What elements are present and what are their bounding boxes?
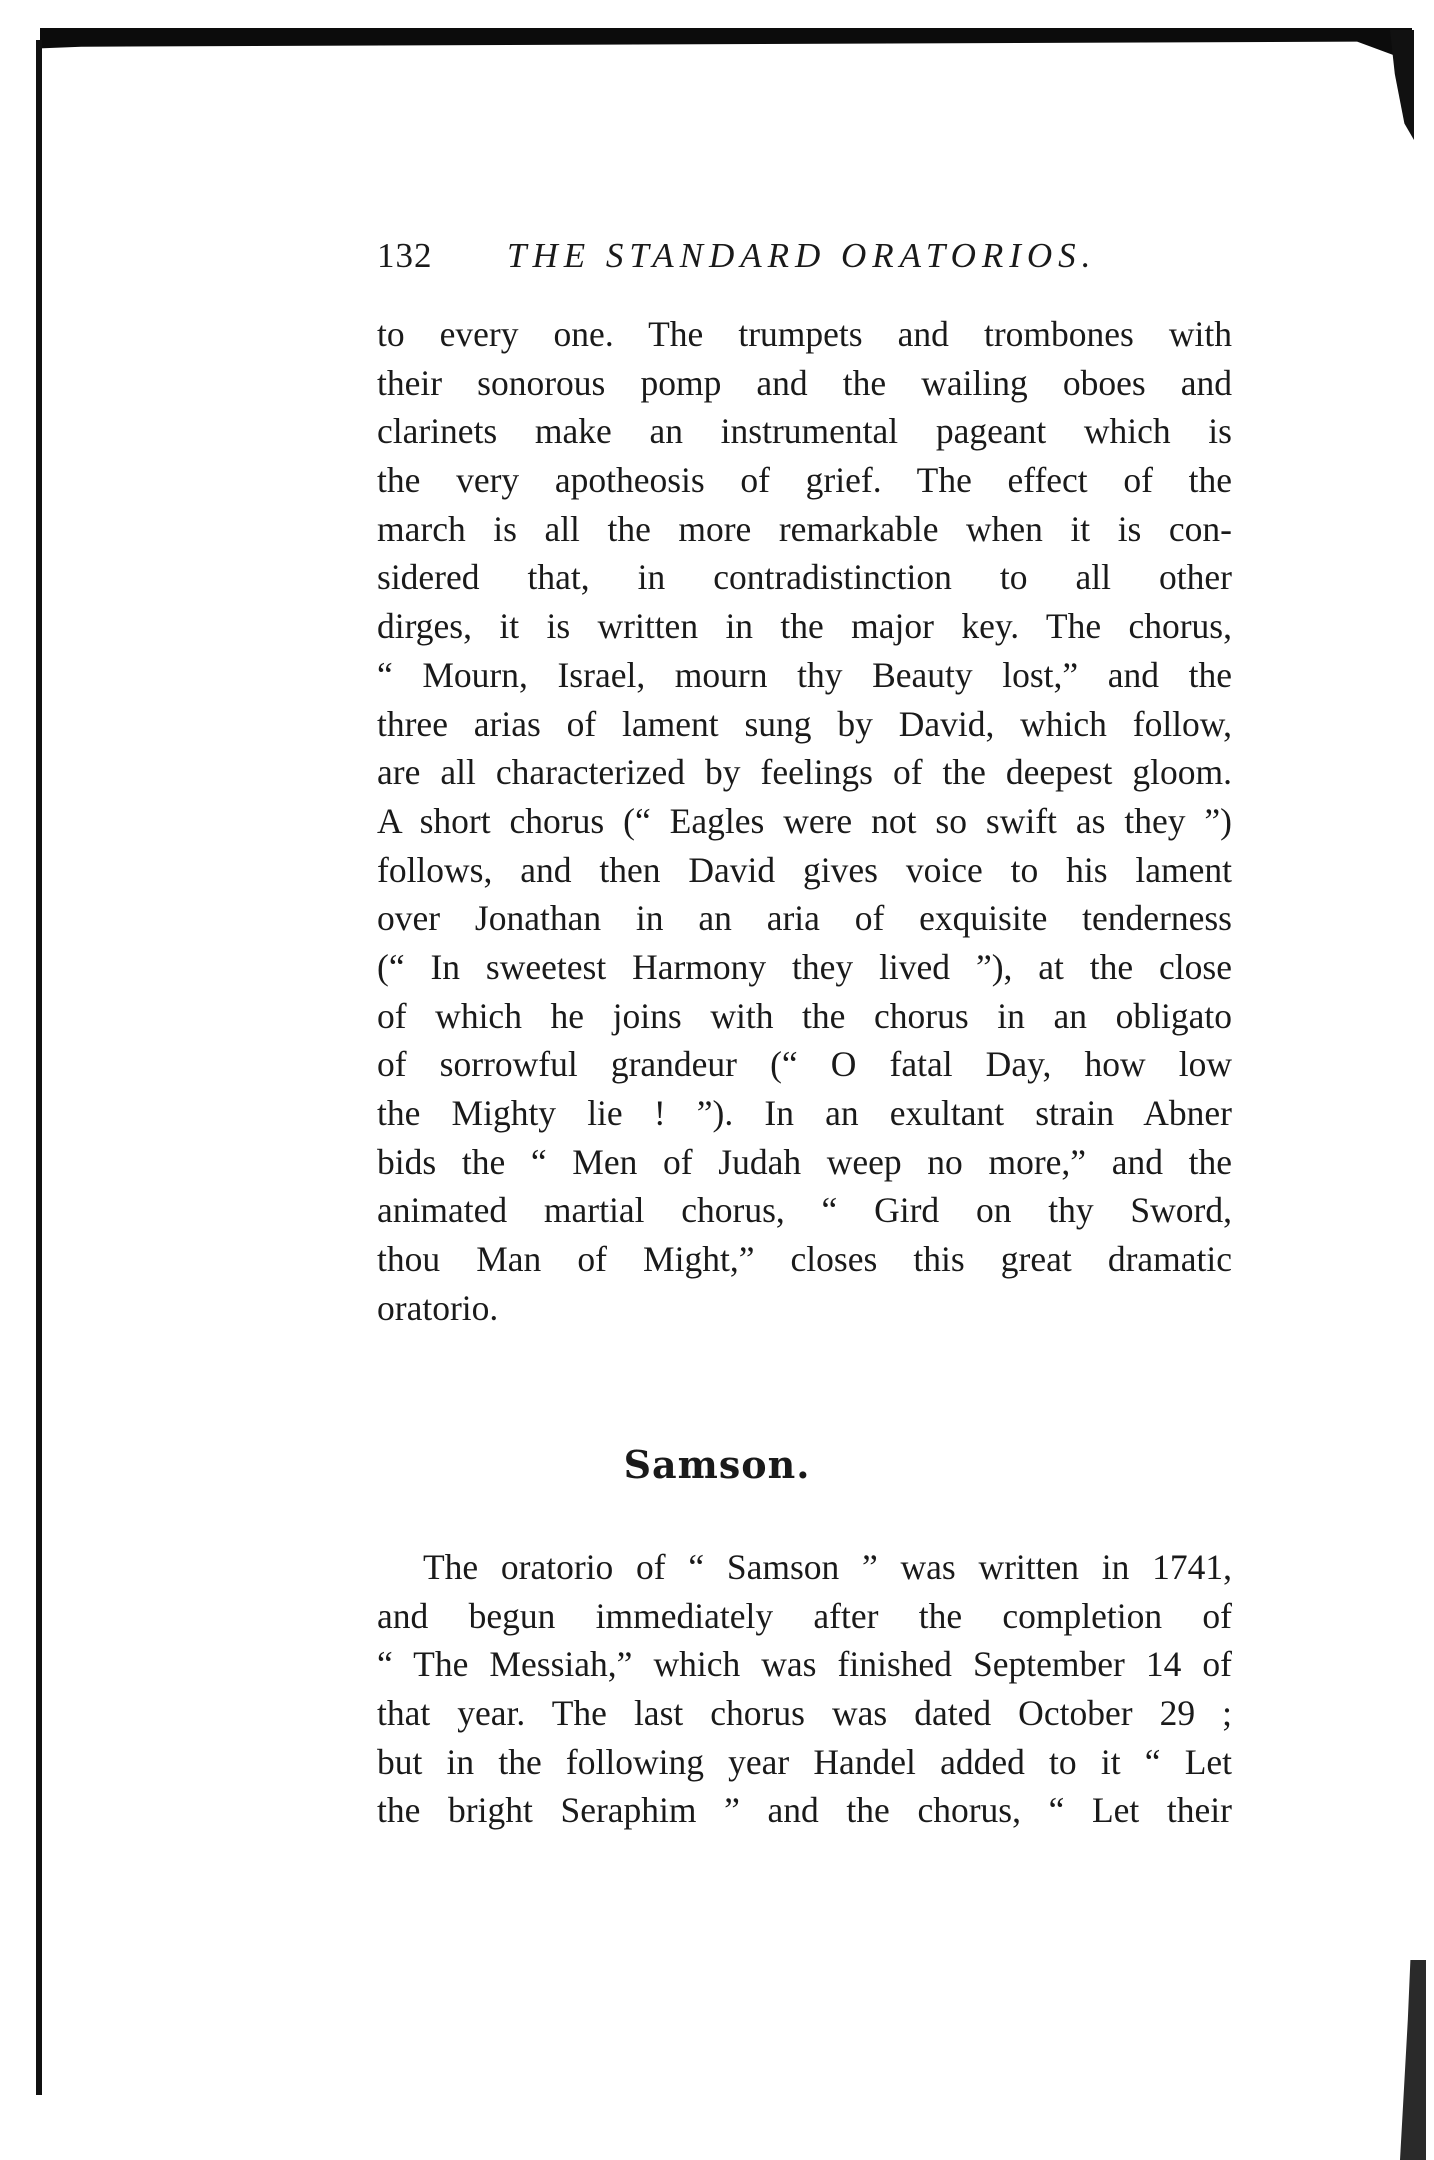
text-line: the bright Seraphim ” and the chorus, “ Let their	[377, 1790, 1232, 1831]
text-line: march is all the more remarkable when it is con-	[377, 508, 1232, 549]
text-line: dirges, it is written in the major key. The chorus,	[377, 606, 1232, 647]
text-line: of sorrowful grandeur (“ O fatal Day, how low	[377, 1044, 1232, 1085]
text-line: the Mighty lie ! ”). In an exultant strain Abner	[377, 1093, 1232, 1133]
text-line: but in the following year Handel added to it “ Let	[377, 1741, 1232, 1782]
text-line: animated martial chorus, “ Gird on thy Sword,	[377, 1190, 1232, 1231]
text-line: to every one. The trumpets and trombones with	[377, 314, 1232, 354]
running-title: THE STANDARD ORATORIOS.	[507, 236, 1097, 275]
text-line: their sonorous pomp and the wailing oboes and	[377, 362, 1232, 403]
paragraph-samson-intro	[377, 1543, 1232, 1835]
scan-edge-right	[1390, 30, 1414, 140]
text-line: over Jonathan in an aria of exquisite tenderness	[377, 898, 1232, 939]
page-header	[377, 236, 1237, 286]
paragraph-continuation	[377, 310, 1232, 1332]
text-line: of which he joins with the chorus in an obligato	[377, 995, 1232, 1036]
text-line: sidered that, in contradistinction to all other	[377, 557, 1232, 598]
text-line: that year. The last chorus was dated October 29 ;	[377, 1693, 1232, 1734]
text-line: clarinets make an instrumental pageant which is	[377, 411, 1232, 452]
text-line: bids the “ Men of Judah weep no more,” and the	[377, 1141, 1232, 1182]
scan-edge-bottom-right	[1400, 1960, 1426, 2160]
scan-edge-top	[40, 28, 1412, 62]
text-line: the very apotheosis of grief. The effect of the	[377, 460, 1232, 501]
text-line: and begun immediately after the completion of	[377, 1595, 1232, 1636]
text-line: follows, and then David gives voice to his lament	[377, 849, 1232, 890]
text-line: The oratorio of “ Samson ” was written in 1741,	[423, 1547, 1232, 1587]
text-line: oratorio.	[377, 1287, 499, 1328]
text-line: thou Man of Might,” closes this great dramatic	[377, 1239, 1232, 1280]
text-line: A short chorus (“ Eagles were not so swift as they ”)	[377, 800, 1232, 841]
text-line: (“ In sweetest Harmony they lived ”), at the close	[377, 946, 1232, 987]
text-line: are all characterized by feelings of the deepest gloom.	[377, 752, 1232, 793]
page-number: 132	[377, 236, 433, 275]
scan-edge-left	[36, 40, 42, 2095]
text-line: “ Mourn, Israel, mourn thy Beauty lost,” and the	[377, 654, 1232, 695]
text-line: three arias of lament sung by David, which follow,	[377, 703, 1232, 744]
section-heading-samson: Samson.	[623, 1442, 811, 1487]
text-line: “ The Messiah,” which was finished September 14 of	[377, 1644, 1232, 1685]
